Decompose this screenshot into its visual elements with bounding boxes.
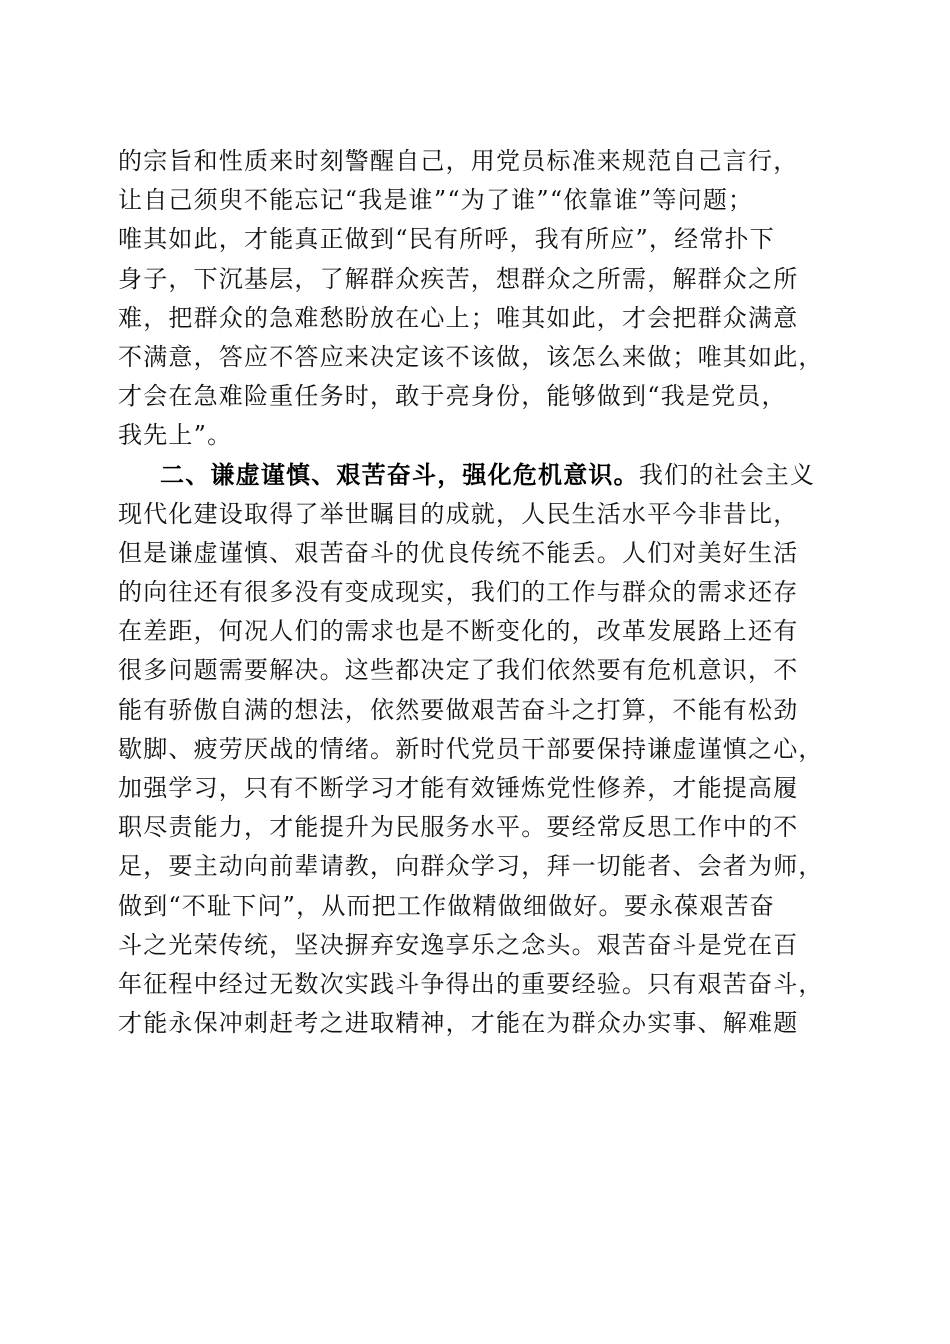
- text-line: 难，把群众的急难愁盼放在心上；唯其如此，才会把群众满意: [118, 303, 799, 332]
- text-line: 才会在急难险重任务时，敢于亮身份，能够做到“我是党员，: [118, 382, 787, 411]
- text-line: 歇脚、疲劳厌战的情绪。新时代党员干部要保持谦虚谨慎之心，: [118, 734, 824, 763]
- section-heading-continuation: 我们的社会主义: [638, 460, 816, 489]
- text-line: 足，要主动向前辈请教，向群众学习，拜一切能者、会者为师，: [118, 852, 824, 881]
- text-line: 做到“不耻下问”，从而把工作做精做细做好。要永葆艰苦奋: [118, 891, 775, 920]
- text-line: 我先上”。: [118, 421, 233, 450]
- text-line: 让自己须臾不能忘记“我是谁”“为了谁”“依靠谁”等问题；: [118, 186, 754, 215]
- text-line: 的宗旨和性质来时刻警醒自己，用党员标准来规范自己言行，: [118, 147, 799, 175]
- text-line: 斗之光荣传统，坚决摒弃安逸享乐之念头。艰苦奋斗是党在百: [118, 930, 799, 959]
- text-line: 年征程中经过无数次实践斗争得出的重要经验。只有艰苦奋斗，: [118, 969, 824, 998]
- text-line: 的向往还有很多没有变成现实，我们的工作与群众的需求还存: [118, 578, 799, 607]
- text-line: 才能永保冲刺赶考之进取精神，才能在为群众办实事、解难题: [118, 1009, 799, 1038]
- text-line: 在差距，何况人们的需求也是不断变化的，改革发展路上还有: [118, 617, 799, 646]
- section-heading: 二、谦虚谨慎、艰苦奋斗，强化危机意识。: [160, 460, 639, 489]
- text-line: 职尽责能力，才能提升为民服务水平。要经常反思工作中的不: [118, 813, 799, 842]
- text-line: 很多问题需要解决。这些都决定了我们依然要有危机意识，不: [118, 656, 799, 685]
- text-line: 现代化建设取得了举世瞩目的成就，人民生活水平今非昔比，: [118, 499, 799, 528]
- text-line: 唯其如此，才能真正做到“民有所呼，我有所应”，经常扑下: [118, 225, 775, 254]
- section-heading-line: [118, 456, 838, 495]
- text-line: 能有骄傲自满的想法，依然要做艰苦奋斗之打算，不能有松劲: [118, 695, 799, 724]
- text-line: 不满意，答应不答应来决定该不该做，该怎么来做；唯其如此，: [118, 342, 824, 371]
- text-line: 身子，下沉基层，了解群众疾苦，想群众之所需，解群众之所: [118, 264, 799, 293]
- text-line: 但是谦虚谨慎、艰苦奋斗的优良传统不能丢。人们对美好生活: [118, 538, 799, 567]
- text-line: 加强学习，只有不断学习才能有效锤炼党性修养，才能提高履: [118, 774, 799, 802]
- document-body: [118, 142, 838, 1043]
